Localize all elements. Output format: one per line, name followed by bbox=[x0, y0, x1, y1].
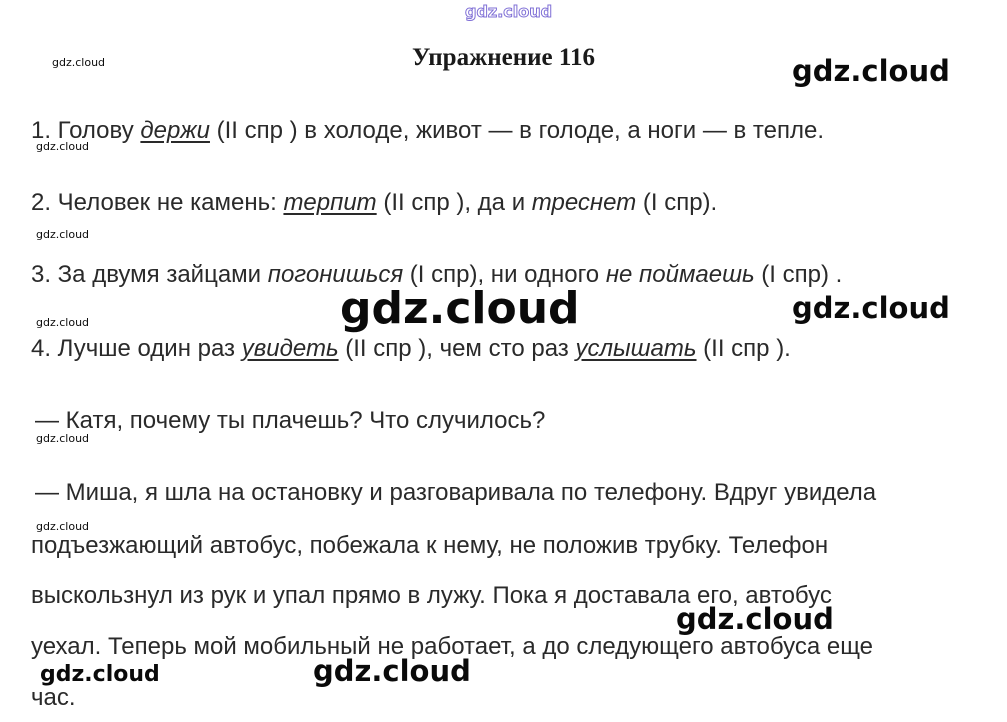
underlined-verb: услышать bbox=[575, 335, 697, 362]
dialog-line: — Катя, почему ты плачешь? Что случилось? bbox=[35, 407, 546, 434]
proverb-number: 1. bbox=[31, 117, 52, 144]
dialog-line: час. bbox=[31, 684, 76, 711]
watermark: gdz.cloud bbox=[40, 662, 160, 687]
proverb-text: (II спр ) в холоде, живот — в голоде, а ноги — в тепле. bbox=[209, 117, 825, 144]
italic-verb: треснет bbox=[531, 189, 637, 216]
proverb-number: 2. bbox=[31, 189, 52, 216]
proverb-text: Лучше один раз bbox=[51, 335, 242, 362]
watermark: gdz.cloud bbox=[465, 2, 553, 21]
proverb-text: (II спр ), да и bbox=[376, 189, 532, 216]
underlined-verb: терпит bbox=[283, 189, 377, 216]
proverb-text: Голову bbox=[51, 117, 141, 144]
underlined-verb: держи bbox=[140, 117, 210, 144]
watermark: gdz.cloud bbox=[36, 432, 90, 445]
proverb-text: (I спр) . bbox=[754, 261, 843, 288]
watermark: gdz.cloud bbox=[340, 283, 580, 334]
dialog-line: уехал. Теперь мой мобильный не работает, а до следующего автобуса еще bbox=[31, 633, 874, 660]
watermark: gdz.cloud bbox=[36, 228, 90, 241]
watermark: gdz.cloud bbox=[792, 291, 950, 325]
watermark: gdz.cloud bbox=[36, 316, 90, 329]
proverb-text: (II спр ), чем сто раз bbox=[338, 335, 576, 362]
dialog-line: подъезжающий автобус, побежала к нему, не положив трубку. Телефон bbox=[31, 532, 829, 559]
dialog-line: — Миша, я шла на остановку и разговаривала по телефону. Вдруг увидела bbox=[35, 479, 877, 506]
proverb-2 bbox=[31, 189, 717, 217]
underlined-verb: увидеть bbox=[241, 335, 339, 362]
watermark: gdz.cloud bbox=[676, 602, 834, 636]
watermark: gdz.cloud bbox=[36, 140, 90, 153]
watermark: gdz.cloud bbox=[313, 654, 471, 688]
proverb-text: Человек не камень: bbox=[51, 189, 284, 216]
italic-verb: погонишься bbox=[267, 261, 404, 288]
proverb-4 bbox=[31, 335, 791, 363]
proverb-text: За двумя зайцами bbox=[51, 261, 268, 288]
exercise-title: Упражнение 116 bbox=[411, 44, 595, 71]
italic-verb: не поймаешь bbox=[605, 261, 755, 288]
watermark: gdz.cloud bbox=[792, 54, 950, 88]
proverb-text: (II спр ). bbox=[696, 335, 791, 362]
proverb-1 bbox=[31, 117, 824, 145]
proverb-number: 3. bbox=[31, 261, 52, 288]
watermark: gdz.cloud bbox=[52, 56, 106, 69]
dialog-line: выскользнул из рук и упал прямо в лужу. Пока я доставала его, автобус bbox=[31, 582, 832, 609]
proverb-text: (I спр). bbox=[636, 189, 718, 216]
watermark: gdz.cloud bbox=[36, 520, 90, 533]
proverb-text: (I спр), ни одного bbox=[403, 261, 606, 288]
proverb-number: 4. bbox=[31, 335, 52, 362]
